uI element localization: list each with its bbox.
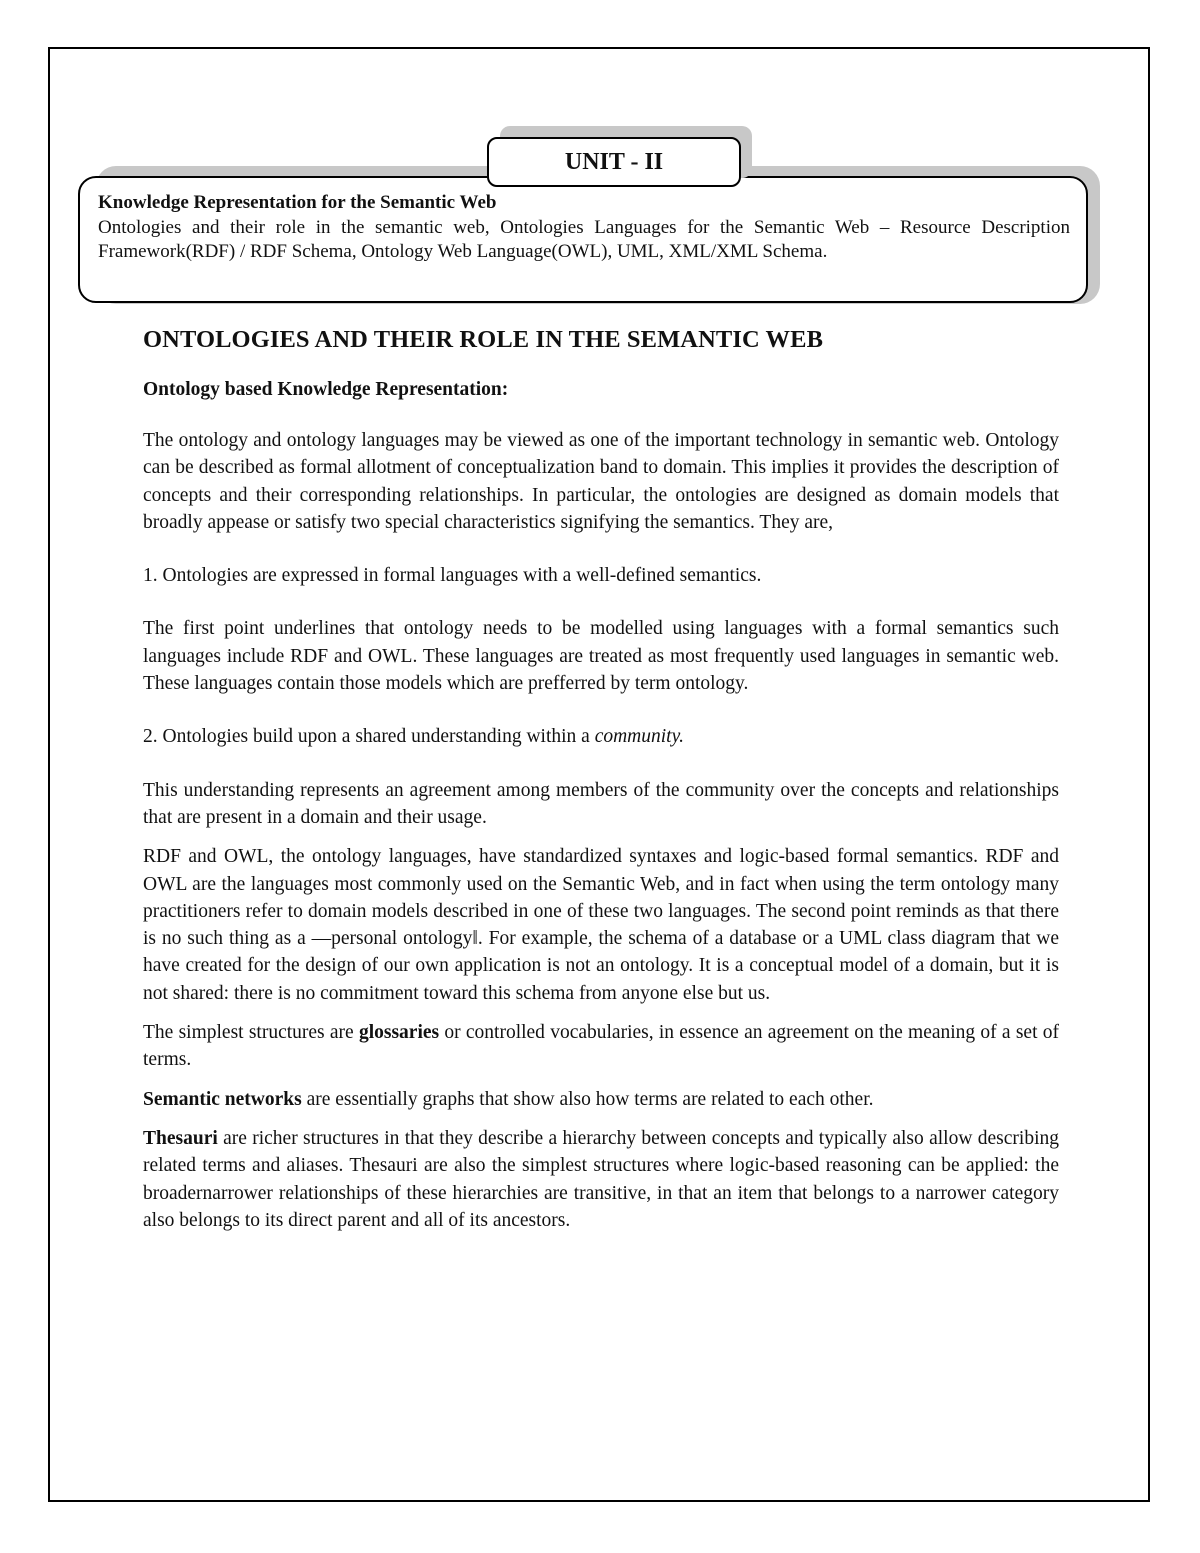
unit-label: UNIT - II xyxy=(487,137,741,187)
main-content xyxy=(143,326,1059,1234)
thesauri-text: are richer structures in that they describe a hierarchy between concepts and typically also allow describing related terms and aliases. Thesauri are also the simplest structures where logic-based reasoning can be applied: the broadernarrower relationships of these hierarchies are transitive, in that an item that belongs to a narrower category also belongs to its direct parent and all of its ancestors. xyxy=(143,1127,1059,1231)
point-two-text: 2. Ontologies build upon a shared understanding within a xyxy=(143,726,595,748)
unit-description: Ontologies and their role in the semantic web, Ontologies Languages for the Semantic Web – Resource Description Framework(RDF) / RDF Schema, Ontology Web Language(OWL), UML, XML/XML Schema. xyxy=(98,216,1070,262)
paragraph-glossaries xyxy=(143,1019,1059,1074)
glossaries-term: glossaries xyxy=(358,1022,440,1044)
paragraph-rdf-owl: RDF and OWL, the ontology languages, have standardized syntaxes and logic-based formal semantics. RDF and OWL are the languages most commonly used on the Semantic Web, and in fact when using the term ontology many practitioners refer to domain models described in one of these two languages. The second point reminds as that there is no such thing as a ―personal ontology‖. For example, the schema of a database or a UML class diagram that we have created for the design of our own application is not an ontology. It is a conceptual model of a domain, but it is not shared: there is no commitment toward this schema from anyone else but us. xyxy=(143,846,1059,1004)
paragraph-intro: The ontology and ontology languages may be viewed as one of the important technology in semantic web. Ontology can be described as formal allotment of conceptualization band to domain. This implies it provides the description of concepts and their corresponding relationships. In particular, the ontologies are designed as domain models that broadly appease or satisfy two special characteristics signifying the semantics. They are, xyxy=(143,430,1059,533)
paragraph-formal-semantics: The first point underlines that ontology needs to be modelled using languages with a formal semantics such languages include RDF and OWL. These languages are treated as most frequently used languages in semantic web. These languages contain those models which are prefferred by term ontology. xyxy=(143,618,1059,695)
semantic-networks-term: Semantic networks xyxy=(143,1088,302,1110)
semantic-networks-text: are essentially graphs that show also how terms are related to each other. xyxy=(301,1088,874,1110)
point-one: 1. Ontologies are expressed in formal languages with a well-defined semantics. xyxy=(143,565,762,587)
section-subheading: Ontology based Knowledge Representation: xyxy=(143,379,509,400)
unit-title: Knowledge Representation for the Semantic Web xyxy=(98,192,497,213)
thesauri-term: Thesauri xyxy=(143,1127,218,1149)
paragraph-understanding: This understanding represents an agreement among members of the community over the concepts and relationships that are present in a domain and their usage. xyxy=(143,779,1059,828)
unit-content xyxy=(98,191,1070,265)
glossaries-suffix: or controlled vocabularies, in essence an agreement on the meaning of a set of terms. xyxy=(143,1022,1059,1071)
paragraph-thesauri xyxy=(143,1125,1059,1234)
section-heading: ONTOLOGIES AND THEIR ROLE IN THE SEMANTIC WEB xyxy=(143,326,824,353)
glossaries-prefix: The simplest structures are xyxy=(143,1022,359,1044)
point-two-emphasis: community. xyxy=(594,726,685,748)
point-two xyxy=(143,723,1059,750)
paragraph-semantic-networks xyxy=(143,1086,1059,1113)
